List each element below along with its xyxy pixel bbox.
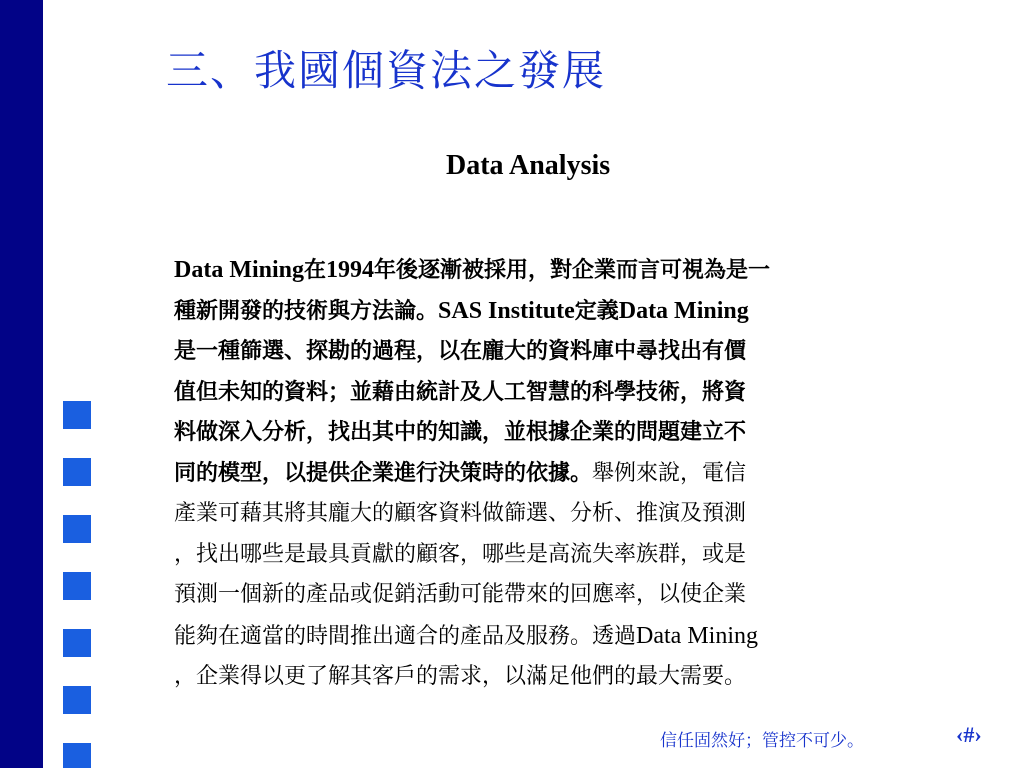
footer-slogan: 信任固然好；管控不可少。: [660, 731, 864, 751]
body-line: [174, 291, 939, 332]
decorative-square: [63, 686, 91, 714]
slide-title: 三、我國個資法之發展: [166, 46, 607, 95]
body-line: [174, 453, 939, 495]
body-paragraph: [174, 250, 939, 698]
body-text-segment: 同的模型，以提供企業進行決策時的依據。: [174, 459, 593, 486]
body-text-segment: SAS Institute: [438, 297, 575, 324]
body-line: 是一種篩選、探勘的過程，以在龐大的資料庫中尋找出有價: [174, 338, 747, 364]
body-line: 預測一個新的產品或促銷活動可能帶來的回應率，以使企業: [174, 582, 747, 607]
body-text-segment: 舉例來說，電信: [592, 460, 747, 486]
body-text-segment: 種新開發的技術與方法論。: [174, 297, 439, 324]
body-line: ，企業得以更了解其客戶的需求，以滿足他們的最大需要。: [174, 664, 747, 689]
body-text-segment: 1994: [326, 257, 375, 283]
decorative-square: [63, 401, 91, 429]
decorative-square: [63, 458, 91, 486]
page-number: ‹#›: [956, 722, 982, 747]
body-text-segment: 年後逐漸被採用，對企業而言可視為是一: [374, 257, 771, 283]
body-text-segment: Data Mining: [174, 257, 305, 283]
body-line: 值但未知的資料；並藉由統計及人工智慧的科學技術，將資: [174, 378, 747, 405]
decorative-square: [63, 629, 91, 657]
decorative-square: [63, 743, 91, 768]
body-text-segment: 定義: [574, 297, 619, 324]
decorative-square: [63, 572, 91, 600]
body-line: [174, 250, 939, 291]
slide-subtitle: Data Analysis: [446, 150, 611, 181]
body-line: ，找出哪些是最具貢獻的顧客，哪些是高流失率族群，或是: [174, 541, 747, 567]
left-sidebar-bar: [0, 0, 43, 768]
body-text-segment: Data Mining: [636, 622, 758, 649]
body-text-segment: 在: [304, 257, 327, 283]
decorative-square: [63, 515, 91, 543]
body-line: 料做深入分析，找出其中的知識，並根據企業的問題建立不: [174, 419, 747, 445]
body-line: 產業可藉其將其龐大的顧客資料做篩選、分析、推演及預測: [174, 501, 747, 526]
body-text-segment: 能夠在適當的時間推出適合的產品及服務。透過: [174, 623, 637, 649]
body-text-segment: Data Mining: [618, 297, 749, 324]
body-line: [174, 616, 939, 658]
